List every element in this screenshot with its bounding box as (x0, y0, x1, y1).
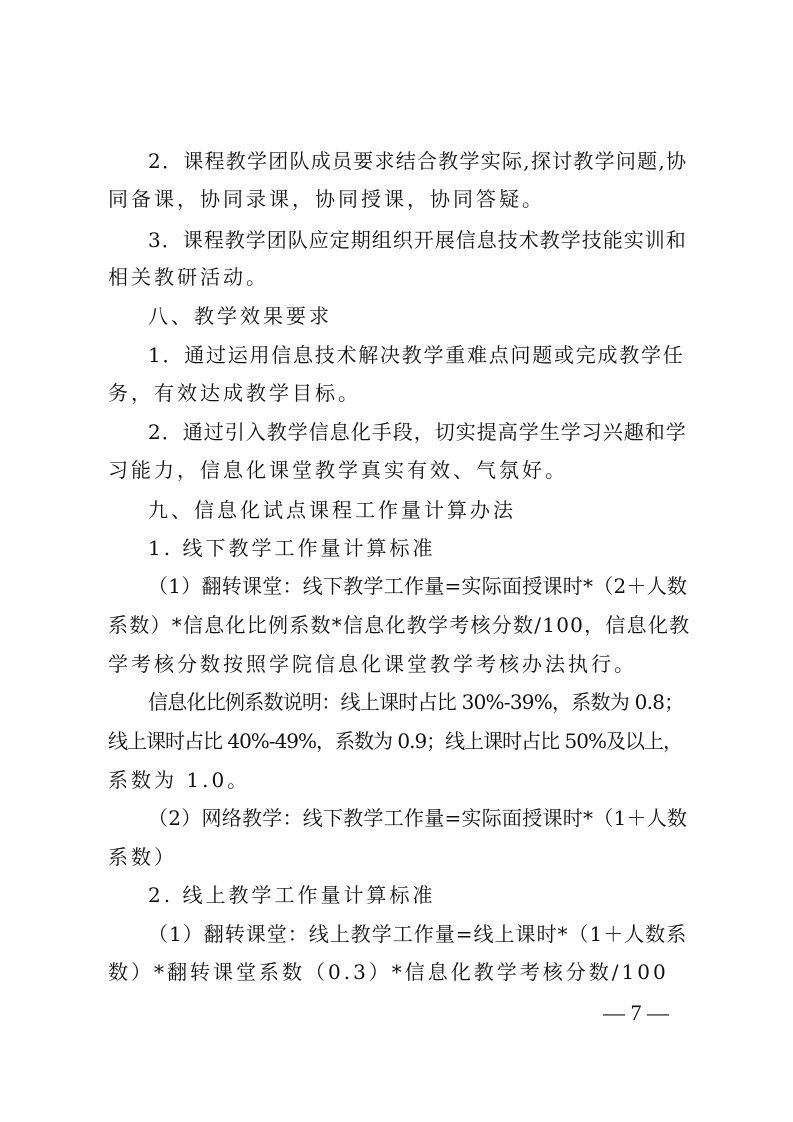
paragraph-line: （2）网络教学：线下教学工作量=实际面授课时*（1＋人数 (148, 806, 688, 830)
paragraph-line: （1）翻转课堂：线上教学工作量=线上课时*（1＋人数系 (148, 922, 688, 946)
paragraph-line: 3．课程教学团队应定期组织开展信息技术教学技能实训和 (148, 228, 687, 252)
paragraph-line: 数）*翻转课堂系数（0.3）*信息化教学考核分数/100 (108, 960, 669, 984)
paragraph-line: 信息化比例系数说明：线上课时占比 30%-39%，系数为 0.8； (148, 690, 684, 714)
section-heading: 八、教学效果要求 (148, 304, 332, 328)
paragraph-line: 相关教研活动。 (108, 265, 269, 289)
paragraph-line: 2．通过引入教学信息化手段，切实提高学生学习兴趣和学 (148, 420, 687, 444)
paragraph-line: 务，有效达成教学目标。 (108, 381, 361, 405)
paragraph-line: 学考核分数按照学院信息化课堂教学考核办法执行。 (108, 652, 637, 676)
subsection-heading: 2. 线上教学工作量计算标准 (148, 883, 436, 907)
subsection-heading: 1. 线下教学工作量计算标准 (148, 536, 436, 560)
paragraph-line: 同备课，协同录课，协同授课，协同答疑。 (108, 187, 545, 211)
paragraph-line: 系数）*信息化比例系数*信息化教学考核分数/100，信息化教 (108, 613, 691, 637)
page-number: — 7 — (603, 1000, 669, 1025)
paragraph-line: 2．课程教学团队成员要求结合教学实际,探讨教学问题,协 (148, 149, 688, 173)
paragraph-line: 系数） (108, 845, 177, 869)
paragraph-line: 系数为 1.0。 (108, 768, 251, 792)
paragraph-line: 1．通过运用信息技术解决教学重难点问题或完成教学任 (148, 343, 685, 367)
paragraph-line: 习能力，信息化课堂教学真实有效、气氛好。 (108, 458, 568, 482)
paragraph-line: 线上课时占比 40%-49%，系数为 0.9；线上课时占比 50%及以上， (108, 729, 682, 753)
section-heading: 九、信息化试点课程工作量计算办法 (148, 498, 516, 522)
paragraph-line: （1）翻转课堂：线下教学工作量=实际面授课时*（2＋人数 (148, 574, 688, 598)
